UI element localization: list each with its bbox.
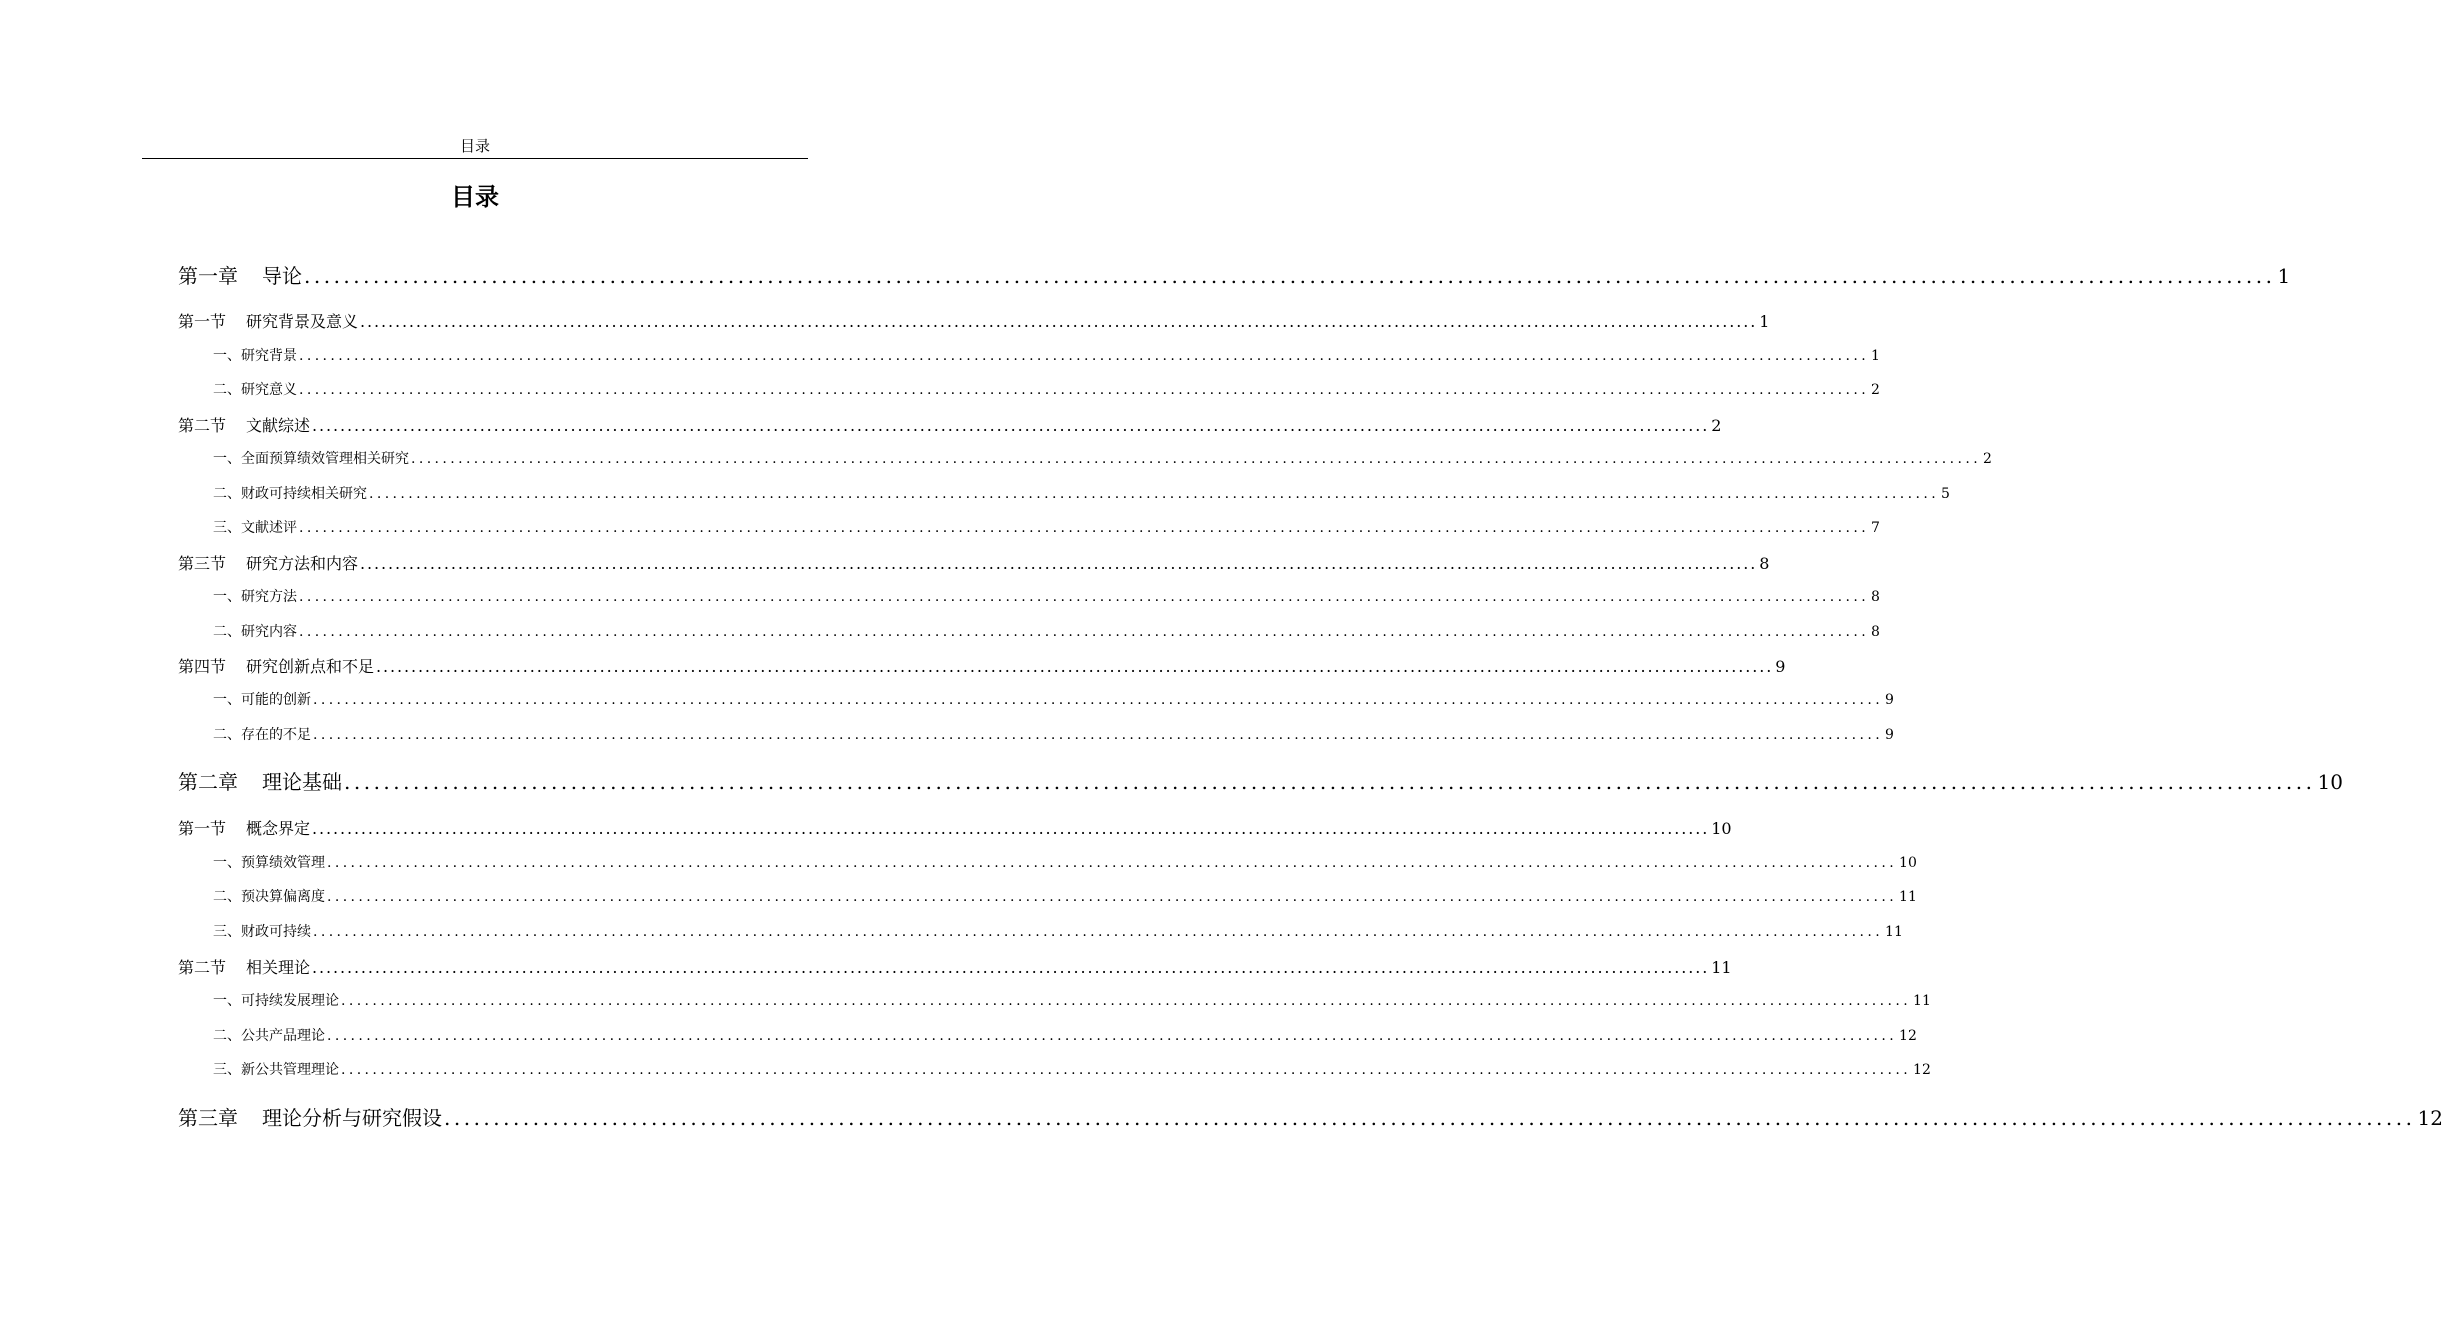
toc-dot-leader: ........................................................................................................................................................................................................ — [313, 727, 1884, 743]
toc-entry-number: 二、 — [213, 1028, 241, 1044]
toc-page-number: 8 — [1871, 624, 1880, 640]
toc-dot-leader: ........................................................................................................................................................................................................ — [327, 1028, 1898, 1044]
toc-dot-leader: ........................................................................................................................................................................................................ — [341, 993, 1912, 1009]
toc-entry-title: 概念界定 — [246, 819, 311, 838]
toc-entry-number: 第一节 — [178, 312, 227, 331]
toc-entry-number: 一、 — [213, 993, 241, 1009]
toc-dot-leader: ........................................................................................................................................................................................................ — [299, 348, 1870, 364]
toc-entry-label — [213, 1060, 339, 1080]
toc-page-number: 8 — [1871, 589, 1880, 605]
toc-entry-section[interactable] — [178, 553, 1770, 575]
toc-dot-leader: ........................................................................................................................................................................................................ — [360, 312, 1758, 331]
toc-entry-number: 一、 — [213, 451, 241, 467]
toc-entry-item[interactable] — [213, 449, 1992, 469]
toc-entry-label — [213, 380, 297, 400]
toc-entry-title: 预算绩效管理 — [241, 855, 325, 871]
toc-entry-number: 第四节 — [178, 657, 227, 676]
toc-page-number: 9 — [1885, 692, 1894, 708]
toc-page-number: 11 — [1711, 958, 1732, 977]
toc-entry-item[interactable] — [213, 1060, 1931, 1080]
toc-entry-section[interactable] — [178, 656, 1786, 678]
toc-entry-label — [178, 818, 310, 840]
toc-entry-title: 研究内容 — [241, 624, 297, 640]
toc-entry-item[interactable] — [213, 887, 1917, 907]
toc-entry-label — [213, 587, 297, 607]
toc-dot-leader: ........................................................................................................................................................................................................ — [327, 889, 1898, 905]
toc-entry-number: 二、 — [213, 382, 241, 398]
toc-entry-chapter[interactable] — [178, 262, 2291, 290]
toc-page-number: 2 — [1871, 382, 1880, 398]
toc-entry-section[interactable] — [178, 957, 1732, 979]
toc-dot-leader: ........................................................................................................................................................................................................ — [304, 264, 2276, 288]
toc-entry-number: 三、 — [213, 520, 241, 536]
toc-entry-label — [213, 853, 325, 873]
toc-dot-leader: ........................................................................................................................................................................................................ — [313, 692, 1884, 708]
toc-entry-item[interactable] — [213, 518, 1880, 538]
toc-entry-number: 二、 — [213, 624, 241, 640]
toc-page-number: 11 — [1899, 889, 1917, 905]
toc-page-number: 11 — [1913, 993, 1931, 1009]
toc-page-number: 10 — [1711, 819, 1732, 838]
toc-entry-title: 文献综述 — [246, 416, 311, 435]
toc-page-number: 1 — [1871, 348, 1880, 364]
toc-entry-item[interactable] — [213, 1026, 1917, 1046]
toc-entry-item[interactable] — [213, 346, 1880, 366]
toc-entry-number: 一、 — [213, 589, 241, 605]
toc-dot-leader: ........................................................................................................................................................................................................ — [344, 770, 2316, 794]
toc-entry-label — [178, 656, 374, 678]
toc-entry-title: 相关理论 — [246, 958, 311, 977]
toc-page-number: 1 — [2277, 264, 2291, 288]
toc-entry-number: 第二节 — [178, 416, 227, 435]
toc-entry-number: 第二节 — [178, 958, 227, 977]
toc-dot-leader: ........................................................................................................................................................................................................ — [312, 819, 1710, 838]
toc-page-number: 2 — [1711, 416, 1722, 435]
toc-entry-title: 研究创新点和不足 — [246, 657, 375, 676]
toc-entry-title: 导论 — [262, 264, 302, 288]
toc-page-number: 9 — [1885, 727, 1894, 743]
toc-entry-item[interactable] — [213, 690, 1894, 710]
toc-dot-leader: ........................................................................................................................................................................................................ — [341, 1062, 1912, 1078]
toc-entry-title: 可持续发展理论 — [241, 993, 339, 1009]
toc-page-number: 10 — [2317, 770, 2343, 794]
toc-entry-item[interactable] — [213, 725, 1894, 745]
toc-entry-section[interactable] — [178, 818, 1732, 840]
toc-entry-title: 理论基础 — [262, 770, 342, 794]
toc-dot-leader: ........................................................................................................................................................................................................ — [299, 589, 1870, 605]
toc-entry-label — [178, 415, 310, 437]
toc-entry-number: 一、 — [213, 348, 241, 364]
toc-entry-number: 第一章 — [178, 264, 238, 288]
toc-entry-item[interactable] — [213, 484, 1950, 504]
toc-entry-number: 一、 — [213, 692, 241, 708]
toc-entry-number: 第一节 — [178, 819, 227, 838]
toc-entry-label — [213, 622, 297, 642]
toc-entry-label — [213, 922, 311, 942]
toc-dot-leader: ........................................................................................................................................................................................................ — [360, 554, 1758, 573]
toc-entry-title: 预决算偏离度 — [241, 889, 325, 905]
toc-page-number: 5 — [1941, 486, 1950, 502]
running-header: 目录 — [459, 137, 490, 155]
toc-entry-item[interactable] — [213, 922, 1903, 942]
toc-page-number: 2 — [1983, 451, 1992, 467]
toc-entry-item[interactable] — [213, 587, 1880, 607]
toc-page-number: 10 — [1899, 855, 1917, 871]
toc-entry-label — [213, 346, 297, 366]
toc-entry-title: 新公共管理理论 — [241, 1062, 339, 1078]
toc-entry-title: 可能的创新 — [241, 692, 311, 708]
toc-entry-number: 第二章 — [178, 770, 238, 794]
toc-entry-label — [213, 518, 297, 538]
toc-entry-label — [213, 449, 409, 469]
toc-page-number: 7 — [1871, 520, 1880, 536]
toc-dot-leader: ........................................................................................................................................................................................................ — [299, 624, 1870, 640]
toc-entry-chapter[interactable] — [178, 1104, 2443, 1132]
toc-entry-title: 财政可持续相关研究 — [241, 486, 367, 502]
toc-entry-section[interactable] — [178, 415, 1722, 437]
toc-entry-item[interactable] — [213, 853, 1917, 873]
toc-entry-chapter[interactable] — [178, 768, 2343, 796]
toc-entry-title: 研究背景 — [241, 348, 297, 364]
toc-entry-item[interactable] — [213, 380, 1880, 400]
toc-dot-leader: ........................................................................................................................................................................................................ — [444, 1106, 2416, 1130]
toc-entry-title: 公共产品理论 — [241, 1028, 325, 1044]
toc-entry-number: 一、 — [213, 855, 241, 871]
toc-dot-leader: ........................................................................................................................................................................................................ — [411, 451, 1982, 467]
toc-entry-number: 第三章 — [178, 1106, 238, 1130]
toc-entry-title: 研究方法 — [241, 589, 297, 605]
toc-dot-leader: ........................................................................................................................................................................................................ — [312, 958, 1710, 977]
toc-page-number: 12 — [1913, 1062, 1931, 1078]
toc-entry-number: 二、 — [213, 889, 241, 905]
toc-dot-leader: ........................................................................................................................................................................................................ — [376, 657, 1774, 676]
toc-entry-label — [178, 768, 342, 796]
toc-entry-number: 三、 — [213, 1062, 241, 1078]
toc-entry-title: 财政可持续 — [241, 924, 311, 940]
toc-entry-label — [178, 957, 310, 979]
toc-entry-item[interactable] — [213, 991, 1931, 1011]
toc-entry-label — [213, 887, 325, 907]
page-title: 目录 — [451, 183, 499, 211]
toc-entry-label — [213, 484, 367, 504]
toc-page-number: 8 — [1759, 554, 1770, 573]
toc-entry-title: 研究背景及意义 — [246, 312, 359, 331]
toc-page-number: 11 — [1885, 924, 1903, 940]
toc-dot-leader: ........................................................................................................................................................................................................ — [299, 520, 1870, 536]
toc-dot-leader: ........................................................................................................................................................................................................ — [369, 486, 1940, 502]
toc-entry-number: 二、 — [213, 486, 241, 502]
toc-dot-leader: ........................................................................................................................................................................................................ — [327, 855, 1898, 871]
toc-page-number: 1 — [1759, 312, 1770, 331]
toc-page-number: 9 — [1775, 657, 1786, 676]
toc-entry-number: 第三节 — [178, 554, 227, 573]
toc-entry-label — [178, 1104, 442, 1132]
toc-entry-label — [178, 262, 302, 290]
toc-dot-leader: ........................................................................................................................................................................................................ — [299, 382, 1870, 398]
toc-entry-title: 理论分析与研究假设 — [262, 1106, 442, 1130]
toc-entry-label — [178, 311, 358, 333]
toc-entry-section[interactable] — [178, 311, 1770, 333]
toc-entry-title: 存在的不足 — [241, 727, 311, 743]
toc-entry-label — [213, 690, 311, 710]
toc-page-number: 12 — [1899, 1028, 1917, 1044]
toc-entry-item[interactable] — [213, 622, 1880, 642]
toc-entry-title: 文献述评 — [241, 520, 297, 536]
toc-entry-label — [213, 991, 339, 1011]
toc-entry-label — [178, 553, 358, 575]
toc-entry-number: 三、 — [213, 924, 241, 940]
toc-entry-number: 二、 — [213, 727, 241, 743]
toc-dot-leader: ........................................................................................................................................................................................................ — [312, 416, 1710, 435]
toc-entry-title: 研究方法和内容 — [246, 554, 359, 573]
toc-page-number: 12 — [2417, 1106, 2443, 1130]
toc-entry-title: 研究意义 — [241, 382, 297, 398]
toc-dot-leader: ........................................................................................................................................................................................................ — [313, 924, 1884, 940]
toc-entry-label — [213, 725, 311, 745]
toc-entry-label — [213, 1026, 325, 1046]
toc-entry-title: 全面预算绩效管理相关研究 — [241, 451, 409, 467]
